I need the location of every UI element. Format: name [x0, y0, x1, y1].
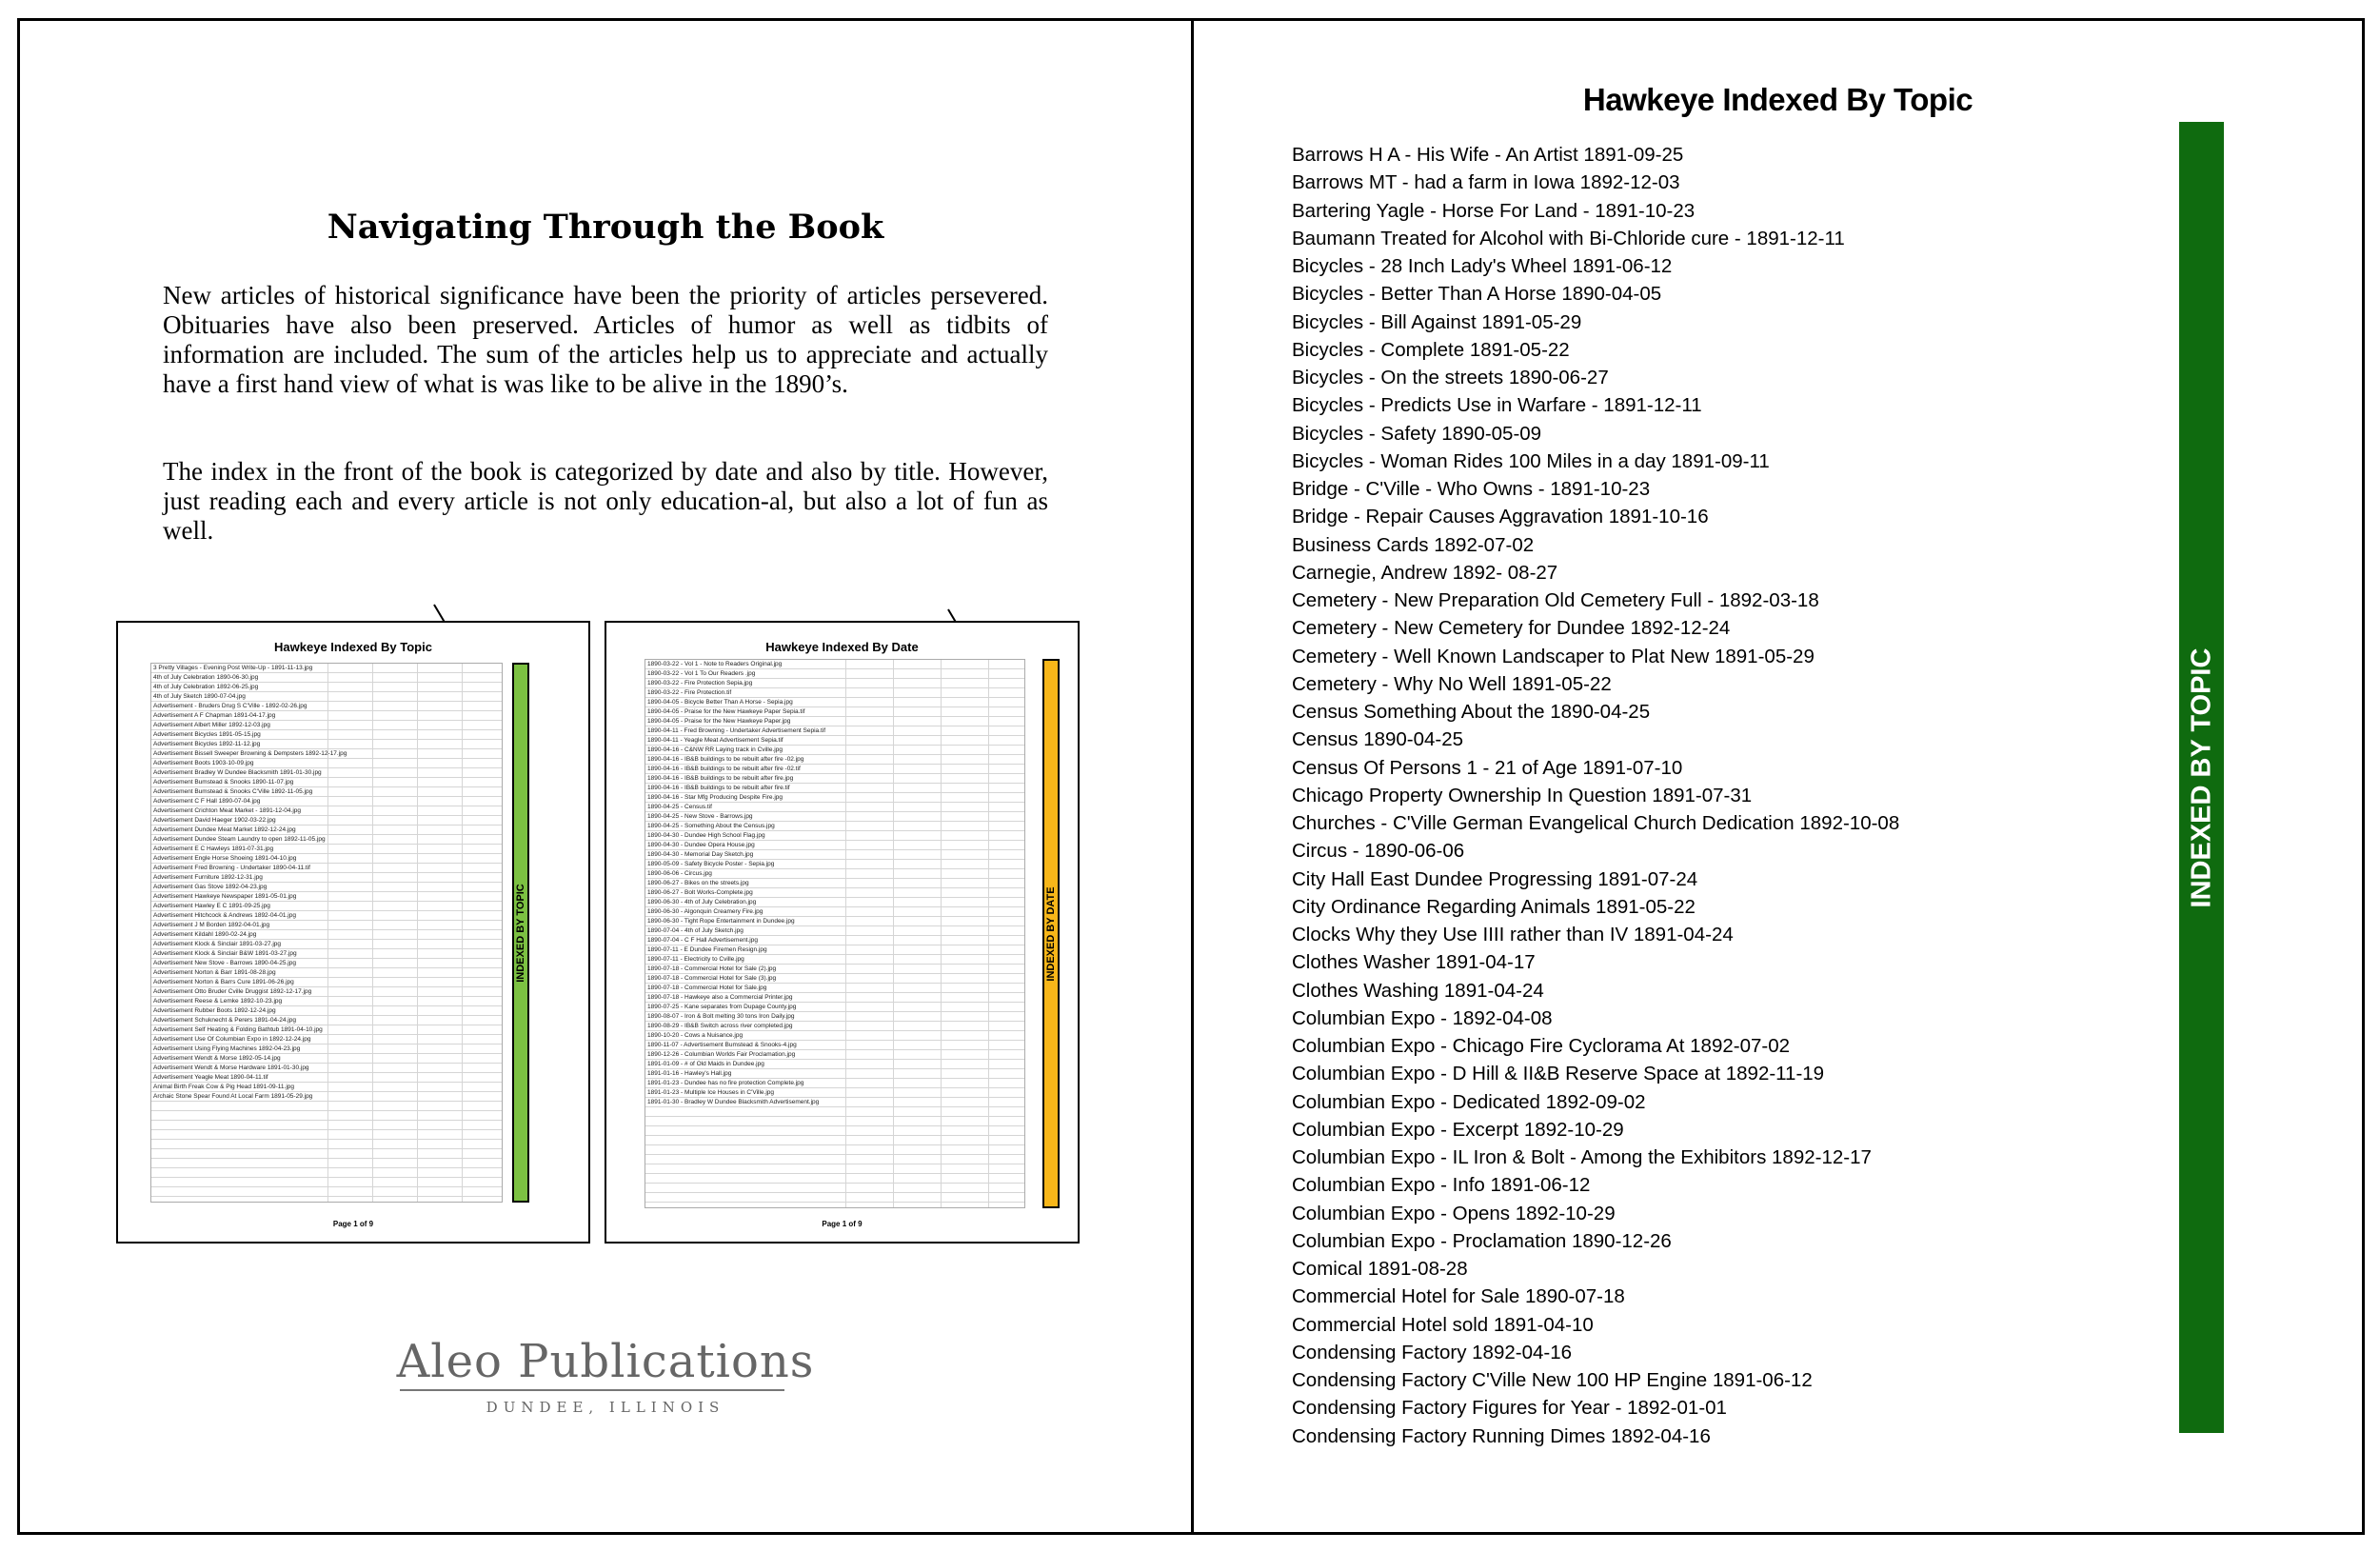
- index-entry: Bicycles - 28 Inch Lady's Wheel 1891-06-12: [1292, 255, 1673, 277]
- thumbnail-row: Advertisement Boots 1903-10-09.jpg: [153, 760, 254, 766]
- logo-divider: [400, 1389, 784, 1391]
- index-entry: Clothes Washing 1891-04-24: [1292, 979, 1544, 1002]
- thumbnail-row: 1890-04-16 - C&NW RR Laying track in Cville.jpg: [647, 746, 783, 753]
- thumbnail-row: 1890-08-29 - IB&B Switch across river completed.jpg: [647, 1023, 793, 1029]
- index-entry: Bridge - Repair Causes Aggravation 1891-10-16: [1292, 506, 1709, 528]
- index-entry: Baumann Treated for Alcohol with Bi-Chloride cure - 1891-12-11: [1292, 227, 1845, 249]
- index-entry: City Hall East Dundee Progressing 1891-07-24: [1292, 867, 1698, 890]
- intro-paragraph: New articles of historical significance have been the priority of articles persevered. Obituaries have also been preserved. Articles of humor as well as tidbits of information are included. The sum of the articles help us to appreciate and actually have a first hand view of what is was like to be alive in the 1890’s.: [163, 281, 1048, 398]
- thumbnail-row: Advertisement Furniture 1892-12-31.jpg: [153, 874, 263, 881]
- thumbnail-row: Archaic Stone Spear Found At Local Farm 1891-05-29.jpg: [153, 1093, 313, 1100]
- thumbnail-row: 1890-03-22 - Vol 1 - Note to Readers Original.jpg: [647, 661, 783, 667]
- thumbnail-list: [150, 663, 503, 1203]
- index-entry: Churches - C'Ville German Evangelical Church Dedication 1892-10-08: [1292, 812, 1900, 834]
- thumbnail-row: 1890-06-30 - Tight Rope Entertainment in Dundee.jpg: [647, 918, 795, 925]
- thumbnail-row: 1890-10-20 - Cows a Nuisance.jpg: [647, 1032, 744, 1039]
- thumbnail-row: 1890-07-18 - Commercial Hotel for Sale.jpg: [647, 985, 767, 991]
- thumbnail-row: 1890-07-25 - Kane separates from Dupage County.jpg: [647, 1004, 797, 1010]
- index-entry: Clothes Washer 1891-04-17: [1292, 951, 1536, 974]
- thumbnail-row: Advertisement Engle Horse Shoeing 1891-04-10.jpg: [153, 855, 297, 862]
- thumbnail-row: Advertisement Norton & Barrs Cure 1891-06-26.jpg: [153, 979, 294, 985]
- index-entry: Columbian Expo - Dedicated 1892-09-02: [1292, 1090, 1646, 1113]
- index-entry: Columbian Expo - Opens 1892-10-29: [1292, 1202, 1616, 1224]
- thumbnail-row: Advertisement Albert Miller 1892-12-03.jpg: [153, 722, 270, 728]
- index-entry: Columbian Expo - Excerpt 1892-10-29: [1292, 1118, 1624, 1141]
- thumbnail-row: Advertisement Dundee Steam Laundry to open 1892-11-05.jpg: [153, 836, 326, 843]
- thumbnail-row: Advertisement Using Flying Machines 1892-04-23.jpg: [153, 1045, 301, 1052]
- thumbnail-row: 1891-01-09 - # of Old Maids in Dundee.jpg: [647, 1061, 764, 1067]
- index-entry: Bicycles - On the streets 1890-06-27: [1292, 367, 1609, 388]
- index-entry: Bicycles - Safety 1890-05-09: [1292, 422, 1542, 445]
- page-number: Page 1 of 9: [332, 1220, 374, 1228]
- thumbnail-row: 1890-06-30 - Algonquin Creamery Fire.jpg: [647, 908, 764, 915]
- thumbnail-row: Advertisement New Stove - Barrows 1890-04-25.jpg: [153, 960, 296, 966]
- thumbnail-row: Advertisement Gas Stove 1892-04-23.jpg: [153, 884, 268, 890]
- thumbnail-row: 1890-05-09 - Safety Bicycle Poster - Sepia.jpg: [647, 861, 775, 867]
- thumbnail-row: Advertisement Hawley E C 1891-09-25.jpg: [153, 903, 270, 909]
- index-entry: Condensing Factory Figures for Year - 1892-01-01: [1292, 1397, 1727, 1420]
- thumbnail-row: Advertisement C F Hall 1890-07-04.jpg: [153, 798, 261, 805]
- thumbnail-row: Advertisement Bradley W Dundee Blacksmith 1891-01-30.jpg: [153, 769, 322, 776]
- thumbnail-row: Animal Birth Freak Cow & Pig Head 1891-09-11.jpg: [153, 1084, 295, 1090]
- thumbnail-row: Advertisement Norton & Barr 1891-08-28.jpg: [153, 969, 276, 976]
- thumbnail-row: 4th of July Celebration 1890-06-30.jpg: [153, 674, 259, 681]
- thumbnail-row: Advertisement Hawkeye Newspaper 1891-05-01.jpg: [153, 893, 297, 900]
- thumbnail-row: 1890-07-11 - Electricity to Cville.jpg: [647, 956, 744, 963]
- index-entry: Columbian Expo - 1892-04-08: [1292, 1006, 1553, 1029]
- thumbnail-row: Advertisement Dundee Meat Market 1892-12-24.jpg: [153, 826, 296, 833]
- topic-tab-bar: [512, 663, 529, 1203]
- thumbnail-row: Advertisement A F Chapman 1891-04-17.jpg: [153, 712, 276, 719]
- thumbnail-row: Advertisement Bumstead & Snooks 1890-11-07.jpg: [153, 779, 294, 786]
- thumbnail-row: 1891-01-23 - Multiple Ice Houses in C'Ville.jpg: [647, 1089, 774, 1096]
- thumbnail-row: 1890-04-16 - IB&B buildings to be rebuilt after fire -02.tif: [647, 766, 801, 772]
- thumbnail-row: Advertisement Yeagle Meat 1890-04-11.tif: [153, 1074, 268, 1081]
- bar-label: INDEXED BY TOPIC: [515, 883, 526, 983]
- index-entry: City Ordinance Regarding Animals 1891-05-22: [1292, 895, 1696, 918]
- thumbnail-row: Advertisement Klock & Sinclair 1891-03-27.jpg: [153, 941, 282, 947]
- thumbnail-row: 1890-04-25 - Census.tif: [647, 804, 712, 810]
- index-entry: Comical 1891-08-28: [1292, 1258, 1468, 1280]
- index-entry: Commercial Hotel for Sale 1890-07-18: [1292, 1285, 1625, 1308]
- index-entry: Cemetery - Well Known Landscaper to Plat New 1891-05-29: [1292, 645, 1815, 667]
- thumbnail-row: 1890-04-25 - Something About the Census.jpg: [647, 823, 775, 829]
- thumbnail-row: Advertisement Bicycles 1892-11-12.jpg: [153, 741, 261, 747]
- index-entry: Commercial Hotel sold 1891-04-10: [1292, 1313, 1594, 1336]
- topic-index-thumbnail: [116, 621, 590, 1244]
- topic-index-list: [1292, 141, 1899, 1450]
- page-title: Navigating Through the Book: [327, 208, 884, 247]
- thumbnail-row: Advertisement Schuknecht & Perers 1891-04-24.jpg: [153, 1017, 296, 1024]
- thumbnail-row: 1890-04-16 - IB&B buildings to be rebuilt after fire.tif: [647, 785, 790, 791]
- thumbnail-row: 1890-06-06 - Circus.jpg: [647, 870, 712, 877]
- thumbnail-row: 1890-04-05 - Bicycle Better Than A Horse - Sepia.jpg: [647, 699, 793, 706]
- thumbnail-row: 1890-06-27 - Bolt Works-Complete.jpg: [647, 889, 753, 896]
- thumbnail-row: 1890-11-07 - Advertisement Bumstead & Snooks-4.jpg: [647, 1042, 797, 1048]
- index-entry: Chicago Property Ownership In Question 1891-07-31: [1292, 784, 1753, 806]
- thumbnail-row: 1890-04-30 - Dundee Opera House.jpg: [647, 842, 755, 848]
- thumbnail-title: Hawkeye Indexed By Date: [765, 640, 919, 654]
- left-page: [17, 18, 1194, 1535]
- publisher-location: DUNDEE, ILLINOIS: [486, 1399, 725, 1416]
- thumbnail-title: Hawkeye Indexed By Topic: [274, 640, 432, 654]
- index-entry: Cemetery - Why No Well 1891-05-22: [1292, 672, 1612, 695]
- thumbnail-row: Advertisement Wendt & Morse Hardware 1891-01-30.jpg: [153, 1065, 309, 1071]
- index-entry: Bicycles - Complete 1891-05-22: [1292, 338, 1570, 361]
- index-entry: Columbian Expo - D Hill & II&B Reserve Space at 1892-11-19: [1292, 1063, 1825, 1085]
- thumbnail-row: Advertisement Bumstead & Snooks C'Ville 1892-11-05.jpg: [153, 788, 313, 795]
- thumbnail-row: Advertisement Klock & Sinclair B&W 1891-03-27.jpg: [153, 950, 297, 957]
- thumbnail-row: 1890-04-05 - Praise for the New Hawkeye Paper Sepia.tif: [647, 708, 805, 715]
- thumbnail-row: Advertisement J M Borden 1892-04-01.jpg: [153, 922, 270, 928]
- thumbnail-row: 1890-04-30 - Dundee High School Flag.jpg: [647, 832, 765, 839]
- index-entry: Condensing Factory Running Dimes 1892-04-16: [1292, 1424, 1711, 1447]
- thumbnail-row: 1890-07-18 - Commercial Hotel for Sale (2).jpg: [647, 965, 777, 972]
- index-entry: Census 1890-04-25: [1292, 728, 1464, 751]
- right-page: [1191, 18, 2365, 1535]
- index-entry: Census Of Persons 1 - 21 of Age 1891-07-10: [1292, 756, 1683, 779]
- thumbnail-row: Advertisement Fred Browning - Undertaker 1890-04-11.tif: [153, 865, 310, 871]
- thumbnail-row: 1890-07-18 - Hawkeye also a Commercial Printer.jpg: [647, 994, 793, 1001]
- thumbnail-row: 1890-04-16 - IB&B buildings to be rebuilt after fire -02.jpg: [647, 756, 804, 763]
- thumbnail-row: 1890-04-25 - New Stove - Barrows.jpg: [647, 813, 753, 820]
- thumbnail-row: Advertisement David Haeger 1902-03-22.jpg: [153, 817, 276, 824]
- thumbnail-row: 3 Pretty Villages - Evening Post Write-Up - 1891-11-13.jpg: [153, 665, 313, 671]
- topic-tab-bar: [2179, 122, 2224, 1433]
- thumbnail-row: 1890-07-11 - E Dundee Firemen Resign.jpg: [647, 946, 767, 953]
- index-entry: Condensing Factory C'Ville New 100 HP Engine 1891-06-12: [1292, 1369, 1813, 1391]
- thumbnail-row: 1890-04-30 - Memorial Day Sketch.jpg: [647, 851, 754, 858]
- thumbnail-row: Advertisement Crichton Meat Market - 1891-12-04.jpg: [153, 807, 301, 814]
- thumbnail-row: 1890-12-26 - Columbian Worlds Fair Proclamation.jpg: [647, 1051, 796, 1058]
- thumbnail-row: Advertisement Bicycles 1891-05-15.jpg: [153, 731, 261, 738]
- thumbnail-row: Advertisement Rubber Boots 1892-12-24.jpg: [153, 1007, 276, 1014]
- index-entry: Circus - 1890-06-06: [1292, 840, 1465, 863]
- index-entry: Carnegie, Andrew 1892- 08-27: [1292, 561, 1558, 584]
- bar-label: INDEXED BY DATE: [1045, 885, 1057, 982]
- thumbnail-row: 1890-04-11 - Fred Browning - Undertaker Advertisement Sepia.tif: [647, 727, 826, 734]
- index-title: Hawkeye Indexed By Topic: [1582, 82, 1973, 117]
- thumbnail-row: 1890-07-18 - Commercial Hotel for Sale (3).jpg: [647, 975, 777, 982]
- index-entry: Business Cards 1892-07-02: [1292, 533, 1535, 556]
- index-entry: Bartering Yagle - Horse For Land - 1891-10-23: [1292, 199, 1696, 222]
- index-entry: Bridge - C'Ville - Who Owns - 1891-10-23: [1292, 478, 1651, 500]
- thumbnail-row: 1890-04-11 - Yeagle Meat Advertisement Sepia.tif: [647, 737, 783, 744]
- thumbnail-row: 1890-04-16 - IB&B buildings to be rebuilt after fire.jpg: [647, 775, 794, 782]
- thumbnail-row: Advertisement Use Of Columbian Expo in 1892-12-24.jpg: [153, 1036, 311, 1043]
- thumbnail-row: 4th of July Sketch 1890-07-04.jpg: [153, 693, 246, 700]
- index-entry: Columbian Expo - Chicago Fire Cyclorama At 1892-07-02: [1292, 1035, 1791, 1057]
- date-tab-bar: [1042, 659, 1060, 1208]
- index-entry: Bicycles - Bill Against 1891-05-29: [1292, 310, 1582, 333]
- index-entry: Bicycles - Woman Rides 100 Miles in a day 1891-09-11: [1292, 449, 1770, 472]
- index-entry: Barrows MT - had a farm in Iowa 1892-12-03: [1292, 171, 1680, 194]
- thumbnail-row: 1890-06-27 - Bikes on the streets.jpg: [647, 880, 749, 886]
- index-paragraph: The index in the front of the book is categorized by date and also by title. However, just reading each and every article is not only education-al, but also a lot of fun as well.: [163, 457, 1048, 545]
- index-entry: Columbian Expo - Proclamation 1890-12-26: [1292, 1229, 1672, 1252]
- thumbnail-row: 1891-01-23 - Dundee has no fire protection Complete.jpg: [647, 1080, 804, 1086]
- date-index-thumbnail: [605, 621, 1080, 1244]
- thumbnail-list: [645, 659, 1025, 1208]
- index-entry: Clocks Why they Use IIII rather than IV 1891-04-24: [1292, 924, 1734, 945]
- thumbnail-row: Advertisement Wendt & Morse 1892-05-14.jpg: [153, 1055, 281, 1062]
- thumbnail-row: Advertisement E C Hawleys 1891-07-31.jpg: [153, 846, 274, 852]
- thumbnail-row: Advertisement Kildahl 1890-02-24.jpg: [153, 931, 257, 938]
- thumbnail-row: Advertisement Otto Bruder Cville Druggist 1892-12-17.jpg: [153, 988, 312, 995]
- thumbnail-row: 4th of July Celebration 1892-06-25.jpg: [153, 684, 259, 690]
- thumbnail-row: Advertisement Self Heating & Folding Bathtub 1891-04-10.jpg: [153, 1026, 323, 1033]
- thumbnail-row: 1890-07-04 - 4th of July Sketch.jpg: [647, 927, 744, 934]
- page-number: Page 1 of 9: [822, 1220, 863, 1228]
- thumbnail-row: Advertisement - Bruders Drug S C'Ville - 1892-02-26.jpg: [153, 703, 307, 709]
- thumbnail-row: 1890-03-22 - Fire Protection.tif: [647, 689, 732, 696]
- index-entry: Columbian Expo - IL Iron & Bolt - Among the Exhibitors 1892-12-17: [1292, 1146, 1872, 1168]
- thumbnail-row: Advertisement Bissell Sweeper Browning & Dempsters 1892-12-17.jpg: [153, 750, 347, 757]
- publisher-logo: Aleo Publications: [396, 1335, 815, 1388]
- index-entry: Bicycles - Better Than A Horse 1890-04-05: [1292, 283, 1662, 306]
- thumbnail-row: 1891-01-16 - Hawley's Hall.jpg: [647, 1070, 732, 1077]
- index-entry: Cemetery - New Preparation Old Cemetery Full - 1892-03-18: [1292, 589, 1819, 611]
- index-entry: Cemetery - New Cemetery for Dundee 1892-12-24: [1292, 617, 1731, 640]
- thumbnail-row: 1890-04-16 - Star Mfg Producing Despite Fire.jpg: [647, 794, 783, 801]
- index-entry: Columbian Expo - Info 1891-06-12: [1292, 1174, 1591, 1197]
- index-entry: Census Something About the 1890-04-25: [1292, 701, 1651, 723]
- thumbnail-row: 1890-03-22 - Vol 1 To Our Readers .jpg: [647, 670, 756, 677]
- index-entry: Bicycles - Predicts Use in Warfare - 1891-12-11: [1292, 394, 1702, 417]
- thumbnail-row: 1890-07-04 - C F Hall Advertisement.jpg: [647, 937, 758, 944]
- thumbnail-row: 1891-01-30 - Bradley W Dundee Blacksmith Advertisement.jpg: [647, 1099, 820, 1105]
- index-entry: Barrows H A - His Wife - An Artist 1891-09-25: [1292, 144, 1684, 166]
- thumbnail-row: Advertisement Hitchcock & Andrews 1892-04-01.jpg: [153, 912, 296, 919]
- bar-label: INDEXED BY TOPIC: [2186, 647, 2216, 907]
- index-entry: Condensing Factory 1892-04-16: [1292, 1341, 1573, 1363]
- thumbnail-row: 1890-04-05 - Praise for the New Hawkeye Paper.jpg: [647, 718, 791, 725]
- thumbnail-row: 1890-08-07 - Iron & Bolt melting 30 tons Iron Daily.jpg: [647, 1013, 795, 1020]
- thumbnail-row: 1890-06-30 - 4th of July Celebration.jpg: [647, 899, 757, 905]
- thumbnail-row: 1890-03-22 - Fire Protection Sepia.jpg: [647, 680, 753, 686]
- thumbnail-row: Advertisement Reese & Lemke 1892-10-23.jpg: [153, 998, 283, 1005]
